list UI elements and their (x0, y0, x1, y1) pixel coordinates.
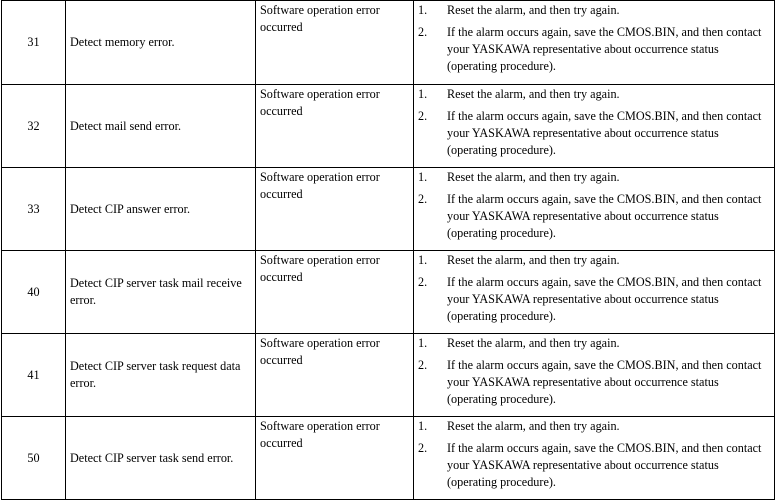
step-text: If the alarm occurs again, save the CMOS.BIN, and then contact your YASKAWA representative about occurrence status (operating procedure). (447, 275, 762, 323)
step-text: If the alarm occurs again, save the CMOS.BIN, and then contact your YASKAWA representative about occurrence status (operating procedure). (447, 109, 762, 157)
remedy-cell (414, 1, 775, 85)
sub-code-cell: 40 (2, 251, 66, 334)
table-row (2, 251, 775, 334)
step-number: 1. (418, 336, 428, 350)
alarm-table (1, 0, 775, 500)
description-cell: Detect memory error. (66, 1, 256, 85)
remedy-cell (414, 417, 775, 500)
step-text: Reset the alarm, and then try again. (447, 3, 620, 17)
description-cell: Detect CIP server task mail receive error. (66, 251, 256, 334)
step-number: 1. (418, 87, 428, 101)
step-text: If the alarm occurs again, save the CMOS.BIN, and then contact your YASKAWA representative about occurrence status (operating procedure). (447, 192, 762, 240)
cause-cell: Software operation error occurred (256, 417, 414, 500)
remedy-cell (414, 85, 775, 168)
table-row (2, 334, 775, 417)
step-text: If the alarm occurs again, save the CMOS.BIN, and then contact your YASKAWA representative about occurrence status (operating procedure). (447, 358, 762, 406)
remedy-step (414, 108, 774, 159)
remedy-step (414, 191, 774, 242)
remedy-step (414, 169, 774, 186)
remedy-step (414, 335, 774, 352)
table-row (2, 417, 775, 500)
step-text: If the alarm occurs again, save the CMOS.BIN, and then contact your YASKAWA representative about occurrence status (operating procedure). (447, 441, 762, 489)
step-text: Reset the alarm, and then try again. (447, 253, 620, 267)
description-cell: Detect CIP server task request data error. (66, 334, 256, 417)
remedy-step (414, 24, 774, 75)
table-row (2, 85, 775, 168)
table-row (2, 1, 775, 85)
step-number: 2. (418, 358, 428, 372)
remedy-step (414, 274, 774, 325)
remedy-cell (414, 251, 775, 334)
step-number: 2. (418, 192, 428, 206)
description-cell: Detect CIP answer error. (66, 168, 256, 251)
step-text: Reset the alarm, and then try again. (447, 87, 620, 101)
remedy-step (414, 357, 774, 408)
cause-cell: Software operation error occurred (256, 85, 414, 168)
remedy-cell (414, 334, 775, 417)
sub-code-cell: 31 (2, 1, 66, 85)
step-number: 2. (418, 275, 428, 289)
sub-code-cell: 41 (2, 334, 66, 417)
sub-code-cell: 33 (2, 168, 66, 251)
remedy-step (414, 252, 774, 269)
step-number: 1. (418, 170, 428, 184)
step-number: 1. (418, 3, 428, 17)
step-text: Reset the alarm, and then try again. (447, 336, 620, 350)
table-row (2, 168, 775, 251)
remedy-step (414, 440, 774, 491)
step-number: 2. (418, 441, 428, 455)
sub-code-cell: 50 (2, 417, 66, 500)
remedy-step (414, 418, 774, 435)
remedy-step (414, 86, 774, 103)
step-text: Reset the alarm, and then try again. (447, 170, 620, 184)
cause-cell: Software operation error occurred (256, 334, 414, 417)
remedy-step (414, 2, 774, 19)
cause-cell: Software operation error occurred (256, 1, 414, 85)
step-number: 1. (418, 419, 428, 433)
step-number: 1. (418, 253, 428, 267)
step-text: If the alarm occurs again, save the CMOS.BIN, and then contact your YASKAWA representative about occurrence status (operating procedure). (447, 25, 762, 73)
step-number: 2. (418, 109, 428, 123)
description-cell: Detect CIP server task send error. (66, 417, 256, 500)
remedy-cell (414, 168, 775, 251)
cause-cell: Software operation error occurred (256, 251, 414, 334)
step-text: Reset the alarm, and then try again. (447, 419, 620, 433)
description-cell: Detect mail send error. (66, 85, 256, 168)
sub-code-cell: 32 (2, 85, 66, 168)
cause-cell: Software operation error occurred (256, 168, 414, 251)
step-number: 2. (418, 25, 428, 39)
